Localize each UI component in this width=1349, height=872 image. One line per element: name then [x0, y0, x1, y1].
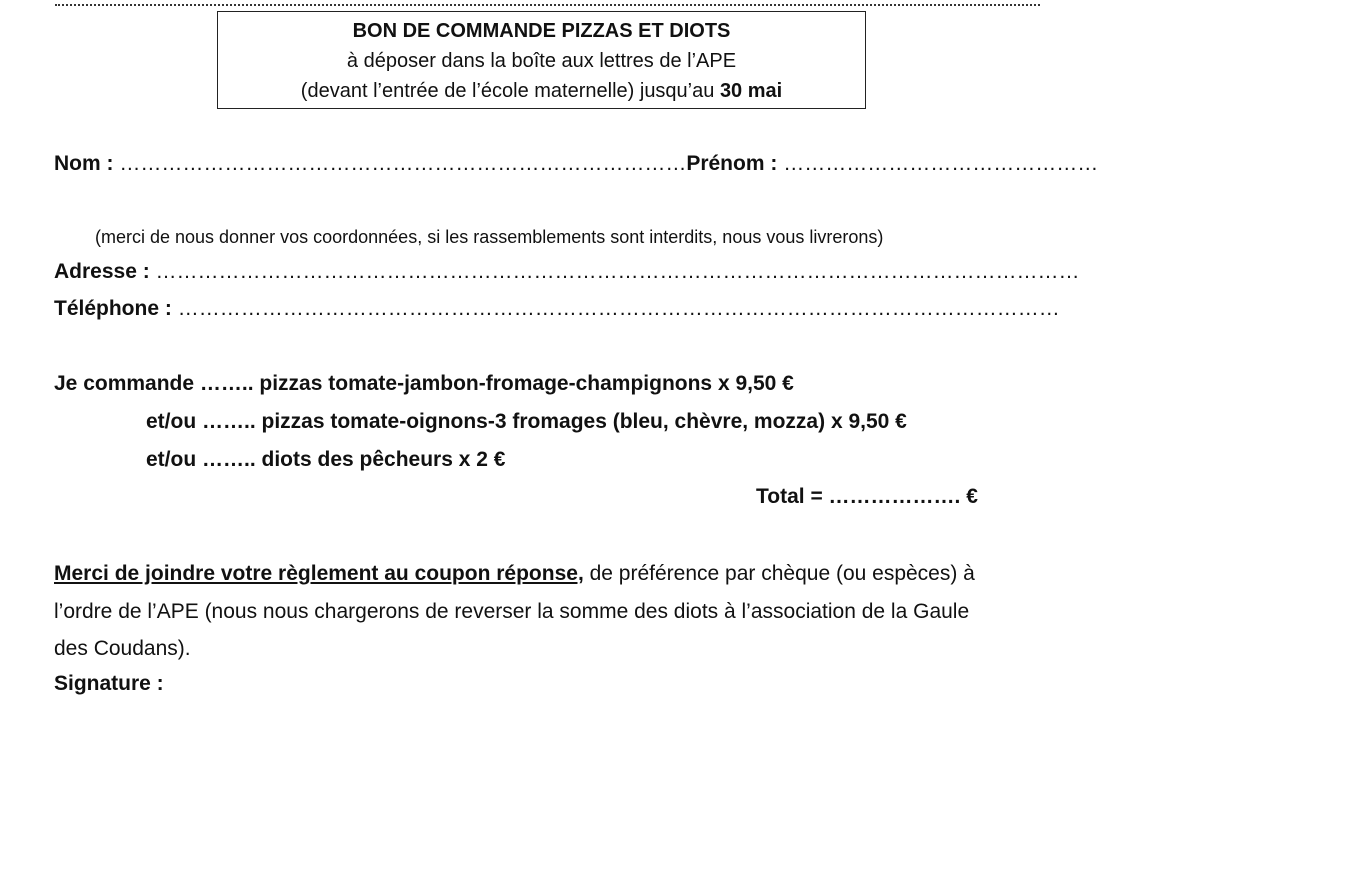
deadline-date: 30 mai	[719, 80, 783, 102]
deadline-line	[218, 76, 865, 106]
order-line-3[interactable]: et/ou …….. diots des pêcheurs x 2 €	[146, 448, 506, 471]
payment-details: de préférence par chèque (ou espèces) à l’ordre de l’APE (nous nous chargerons de reverser la somme des diots à l’association de la Gaule des Coudans).	[54, 562, 975, 660]
address-row	[54, 260, 1080, 284]
document-title: BON DE COMMANDE PIZZAS ET DIOTS	[352, 20, 731, 42]
order-line-1[interactable]: Je commande …….. pizzas tomate-jambon-fromage-champignons x 9,50 €	[54, 372, 794, 395]
contact-note: (merci de nous donner vos coordonnées, si les rassemblements sont interdits, nous vous livrerons)	[95, 227, 884, 247]
deadline-prefix: (devant l’entrée de l’école maternelle) jusqu’au	[300, 80, 720, 102]
top-dotted-line	[55, 0, 1040, 6]
adresse-label: Adresse :	[54, 260, 156, 283]
prenom-label: Prénom :	[686, 152, 784, 175]
prenom-field[interactable]: ………………………………………	[783, 152, 1099, 175]
title-box	[217, 11, 866, 109]
order-total[interactable]: Total = ………………. €	[756, 485, 978, 508]
deposit-instruction: à déposer dans la boîte aux lettres de l’APE	[346, 50, 737, 72]
signature-label: Signature :	[54, 672, 164, 695]
phone-row	[54, 297, 1060, 321]
order-line-2[interactable]: et/ou …….. pizzas tomate-oignons-3 fromages (bleu, chèvre, mozza) x 9,50 €	[146, 410, 907, 433]
nom-label: Nom :	[54, 152, 120, 175]
adresse-field[interactable]: ……………………………………………………………………………………………………………………	[155, 260, 1080, 283]
payment-instruction-underlined: Merci de joindre votre règlement au coupon réponse,	[54, 562, 584, 585]
payment-paragraph	[54, 555, 984, 668]
name-row	[54, 152, 1098, 176]
telephone-label: Téléphone :	[54, 297, 178, 320]
nom-field[interactable]: ………………………………………………………………………	[119, 152, 687, 175]
telephone-field[interactable]: ………………………………………………………………………………………………………………	[177, 297, 1060, 320]
